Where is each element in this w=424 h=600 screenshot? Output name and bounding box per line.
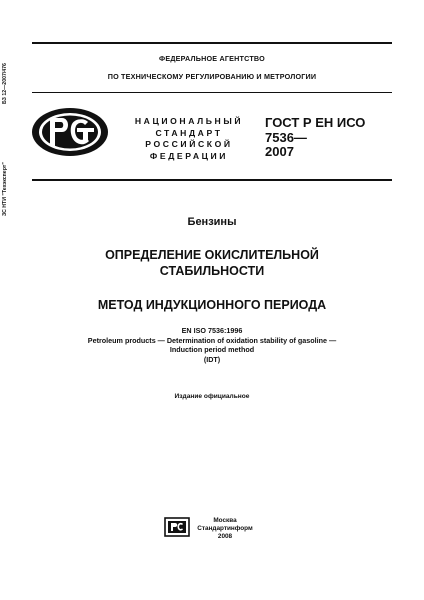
top-rule: [32, 42, 392, 44]
english-line-3: (IDT): [203, 354, 221, 364]
gost-line-3: 2007: [265, 144, 294, 159]
ntd-stamp: ЗС НТИ "Техэксперт": [2, 162, 8, 216]
national-line-3: РОССИЙСКОЙ: [145, 139, 233, 150]
gost-line-1: ГОСТ Р ЕН ИСО: [265, 115, 366, 130]
gost-r-logo: [30, 106, 110, 158]
header-rule: [32, 92, 392, 93]
publisher-city: Москва: [213, 517, 237, 524]
english-title-block: [32, 326, 392, 364]
national-line-4: ФЕДЕРАЦИИ: [149, 150, 229, 161]
gost-line-2: 7536—: [265, 129, 307, 145]
bz-number: БЗ 12—2007/476: [2, 63, 8, 104]
title-line-2: СТАБИЛЬНОСТИ: [159, 264, 265, 278]
gost-number-block: [265, 116, 365, 160]
agency-line-1: ФЕДЕРАЛЬНОЕ АГЕНТСТВО: [159, 54, 265, 63]
publisher-block: [190, 517, 260, 541]
method-title: МЕТОД ИНДУКЦИОННОГО ПЕРИОДА: [97, 298, 327, 312]
national-line-2: СТАНДАРТ: [155, 127, 223, 138]
edition-note: Издание официальное: [174, 393, 250, 400]
side-margin-text: [0, 0, 14, 220]
document-subject: Бензины: [187, 216, 237, 228]
english-line-2: Induction period method: [169, 345, 255, 355]
iso-code: EN ISO 7536:1996: [181, 326, 243, 335]
english-line-1: Petroleum products — Determination of oxidation stability of gasoline —: [87, 335, 337, 345]
publication-year: 2008: [217, 533, 233, 540]
standard-block-rule: [32, 179, 392, 181]
publisher-name: Стандартинформ: [197, 525, 253, 532]
national-line-1: НАЦИОНАЛЬНЫЙ: [134, 116, 244, 126]
title-line-1: ОПРЕДЕЛЕНИЕ ОКИСЛИТЕЛЬНОЙ: [105, 248, 319, 262]
document-title: [32, 247, 392, 279]
standartinform-logo: [164, 517, 190, 537]
national-standard-block: [118, 116, 260, 162]
agency-line-2: ПО ТЕХНИЧЕСКОМУ РЕГУЛИРОВАНИЮ И МЕТРОЛОГИИ: [107, 72, 317, 81]
